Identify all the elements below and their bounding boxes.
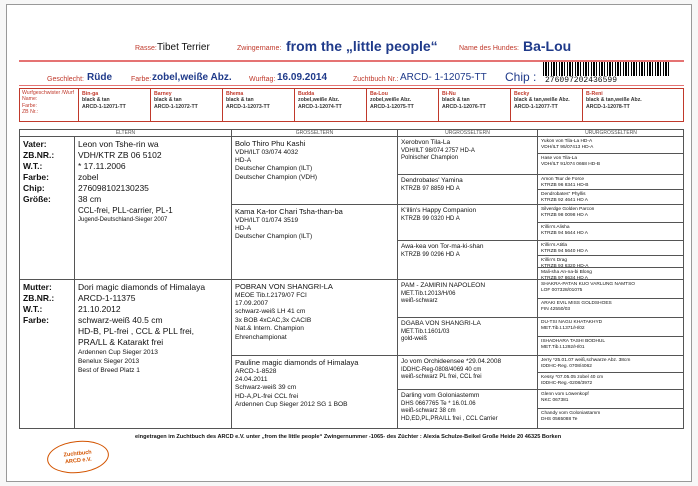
gg-grandparent-cell: K'illin's Alisha KTRZB 94 5644 HD A bbox=[538, 223, 684, 241]
father-labels: Vater: ZB.NR.: W.T.: Farbe: Chip: Größe: bbox=[20, 137, 75, 280]
litter-sibling: Becky black & tan,weiße Abz. ARCD-1-12077-TT bbox=[510, 89, 582, 121]
wurftag-label: Wurftag: bbox=[249, 76, 276, 83]
litter-sibling: Barney black & tan ARCD-1-12072-TT bbox=[150, 89, 222, 121]
chip-number: 276097202436599 bbox=[545, 76, 618, 85]
farbe-value: zobel,weiße Abz. bbox=[152, 72, 232, 83]
header-rule-2 bbox=[19, 85, 684, 86]
gg-grandparent-cell: Yukon von Tila-La HD-A VDH/ILT 95/07413 HD-A bbox=[538, 137, 684, 154]
gg-grandparent-cell: Chandy vom Goloniastamm DHS 0565088 Te bbox=[541, 411, 601, 423]
chip-label: Chip : bbox=[505, 70, 537, 84]
gg-grandparent-cell: ARAKI EVIL MISS GOLDSHOES FIN 42550/03 bbox=[538, 299, 684, 318]
wurftag-value: 16.09.2014 bbox=[277, 72, 328, 83]
zwinger-value: from the „little people“ bbox=[286, 38, 438, 54]
col-header-ururgrosseltern: URURGROSSELTERN bbox=[538, 130, 684, 137]
zwinger-label: Zwingername: bbox=[237, 45, 282, 52]
geschlecht-value: Rüde bbox=[87, 72, 112, 83]
litter-table bbox=[19, 88, 684, 122]
mother-labels: Mutter: ZB.NR.: W.T.: Farbe: bbox=[20, 280, 75, 429]
col-header-eltern: ELTERN bbox=[20, 130, 232, 137]
gg-grandparent-cell: Mali-sha An-na-bi Blong KTRZB 97 8634 HD A bbox=[538, 268, 684, 280]
gg-grandparent-cell: K'illin's Drag KTRZB 93 6320 HD-A bbox=[538, 256, 684, 268]
gg-grandparent-cell: Glenn vom Löwenkopf NKC 067381 bbox=[538, 390, 684, 409]
zuchtbuch-label: Zuchtbuch Nr.: bbox=[353, 76, 399, 83]
chip-barcode bbox=[543, 62, 669, 76]
pedigree-table bbox=[19, 129, 684, 429]
father-details: Leon von Tshe-rin wa VDH/KTR ZB 06 5102 * 17.11.2006 zobel 276098102130235 38 cm CCL-frei, PLL-carrier, PL-1 Jugend-Deutschland-Sieger 2007 bbox=[75, 137, 232, 280]
litter-sibling: B-Reni black & tan,weiße Abz. ARCD-1-12078-TT bbox=[582, 89, 683, 121]
col-header-urgrosseltern: URGROSSELTERN bbox=[398, 130, 538, 137]
farbe-label: Farbe: bbox=[131, 76, 152, 83]
litter-sibling: Bin-ga black & tan ARCD-1-12071-TT bbox=[78, 89, 150, 121]
grandparent-cell: Kama Ka-tor Chari Tsha-than-ba VDH/ILT 01/074 3519 HD-A Deutscher Champion (ILT) bbox=[232, 205, 398, 280]
great-grandparent-cell: PAM - ZAMIRIN NAPOLEON MET.Tib.t.2013/H/06 weiß-schwarz bbox=[398, 280, 538, 318]
pedigree-sheet bbox=[6, 4, 692, 482]
mother-details: Dori magic diamonds of Himalaya ARCD-1-11375 21.10.2012 schwarz-weiß 40.5 cm HD-B, PL-frei , CCL & PLL frei, PRA/LL & Katarakt frei Ardennen Cup Sieger 2013 Benelux Sieger 2013 Best of Breed Platz 1 bbox=[75, 280, 232, 429]
rasse-value: Tibet Terrier bbox=[157, 42, 210, 53]
litter-sibling: Bi-Nu black & tan ARCD-1-12076-TT bbox=[438, 89, 510, 121]
geschlecht-label: Geschlecht: bbox=[47, 76, 84, 83]
grandparent-cell: Pauline magic diamonds of Himalaya ARCD-1-8528 24.04.2011 Schwarz-weiß 39 cm HD-A,PL-frei CCL frei Ardennen Cup Sieger 2012 SG 1 BOB bbox=[232, 356, 398, 429]
great-grandparent-cell: Xerobvon Tila-La VDH/ILT 98/074 2757 HD-A Polnischer Champion bbox=[398, 137, 538, 175]
gg-grandparent-cell: K'illin's Atitla KTRZB 94 5640 HD A bbox=[538, 241, 684, 256]
gg-grandparent-cell: Silverdge Golden Parcon KTRZB 98 0098 HD A bbox=[538, 205, 684, 223]
gg-grandparent-cell: Hase von Tila-La VDH/ILT 91/074 0668 HD-B bbox=[538, 154, 684, 175]
rasse-label: Rasse: bbox=[135, 45, 157, 52]
gg-grandparent-cell: Jerry *25.01.07 weiß,schwarze Abz. 38cm IDDHC-Reg. 0708/4062 bbox=[538, 356, 684, 373]
gg-grandparent-cell: Dendrobates'' Phyllis KTRZB 92 4641 HD A bbox=[538, 190, 684, 205]
great-grandparent-cell: Darling vom Goloniastemm DHS 0667765 Te * 16.01.06 weiß-schwarz 38 cm HD,ED,PL,PRA/LL frei , CCL Carrier bbox=[398, 390, 538, 429]
great-grandparent-cell: K'illin's Happy Companion KTRZB 99 0320 HD A bbox=[398, 205, 538, 241]
gg-grandparent-cell: SHAKRA-PATAN KUO VARLUNG NAMTSO LOF 007328/01075 bbox=[538, 280, 684, 299]
grandparent-cell: Bolo Thiro Phu Kashi VDH/ILT 03/074 4032 HD-A Deutscher Champion (ILT) Deutscher Champion (VDH) bbox=[232, 137, 398, 205]
great-grandparent-cell: DGABA VON SHANGRI-LA MET.Tib.t.1601/03 gold-weiß bbox=[398, 318, 538, 356]
great-grandparent-cell: Dendrobates' Yamina KTRZB 97 8859 HD A bbox=[398, 175, 538, 205]
litter-row-labels: Wurfgeschwister /Wurf Name: Farbe: ZB Nr.: bbox=[22, 90, 74, 116]
zuchtbuch-value: ARCD- 1-12075-TT bbox=[400, 72, 487, 83]
zuchtbuch-stamp: Zuchtbuch ARCD e.V. bbox=[45, 438, 110, 476]
litter-sibling: Budda zobel,weiße Abz. ARCD-1-12074-TT bbox=[294, 89, 366, 121]
hundename-label: Name des Hundes: bbox=[459, 45, 519, 52]
gg-grandparent-cell: Amon Tsur de Force KTRZB 96 8341 HD-B bbox=[538, 175, 684, 190]
grandparent-cell: POBRAN VON SHANGRI-LA MEOE Tib.t.2179/07 FCI 17.09.2007 schwarz-weiß LH 41 cm 3x BOB 4xCAC,3x CACIB Nat.& Intern. Champion Ehrenchampionat bbox=[232, 280, 398, 356]
litter-sibling: Ba-Lou zobel,weiße Abz. ARCD-1-12075-TT bbox=[366, 89, 438, 121]
gg-grandparent-cell: Kessy *07.05.05 zobel 40 cm IDDHC-Reg.-0208/3972 bbox=[538, 373, 684, 390]
col-header-grosseltern: GROSSELTERN bbox=[232, 130, 398, 137]
great-grandparent-cell: Awa-kea von Tor-ma-ki-shan KTRZB 99 0296 HD A bbox=[398, 241, 538, 280]
gg-grandparent-cell: ISHADHARA TASHI BODHUL MET.Tib.t.1292/H/01 bbox=[538, 337, 684, 356]
litter-sibling: Bhema black & tan ARCD-1-12073-TT bbox=[222, 89, 294, 121]
great-grandparent-cell: Jo vom Orchideensee *29.04.2008 IDDHC-Reg-0808/4069 40 cm weiß-schwarz PL frei, CCL frei bbox=[398, 356, 538, 390]
hundename-value: Ba-Lou bbox=[523, 38, 572, 54]
gg-grandparent-cell: DU-TSI NAGU KHATAKHYD MET.Tib.t.1371/H/02 bbox=[538, 318, 684, 337]
registration-footer: eingetragen im Zuchtbuch des ARCD e.V. unter „from the little people“ Zwingernummer -1065- des Züchter : Alexia Schulze-Beikel Große Heide 20 46325 Borken bbox=[135, 434, 562, 440]
